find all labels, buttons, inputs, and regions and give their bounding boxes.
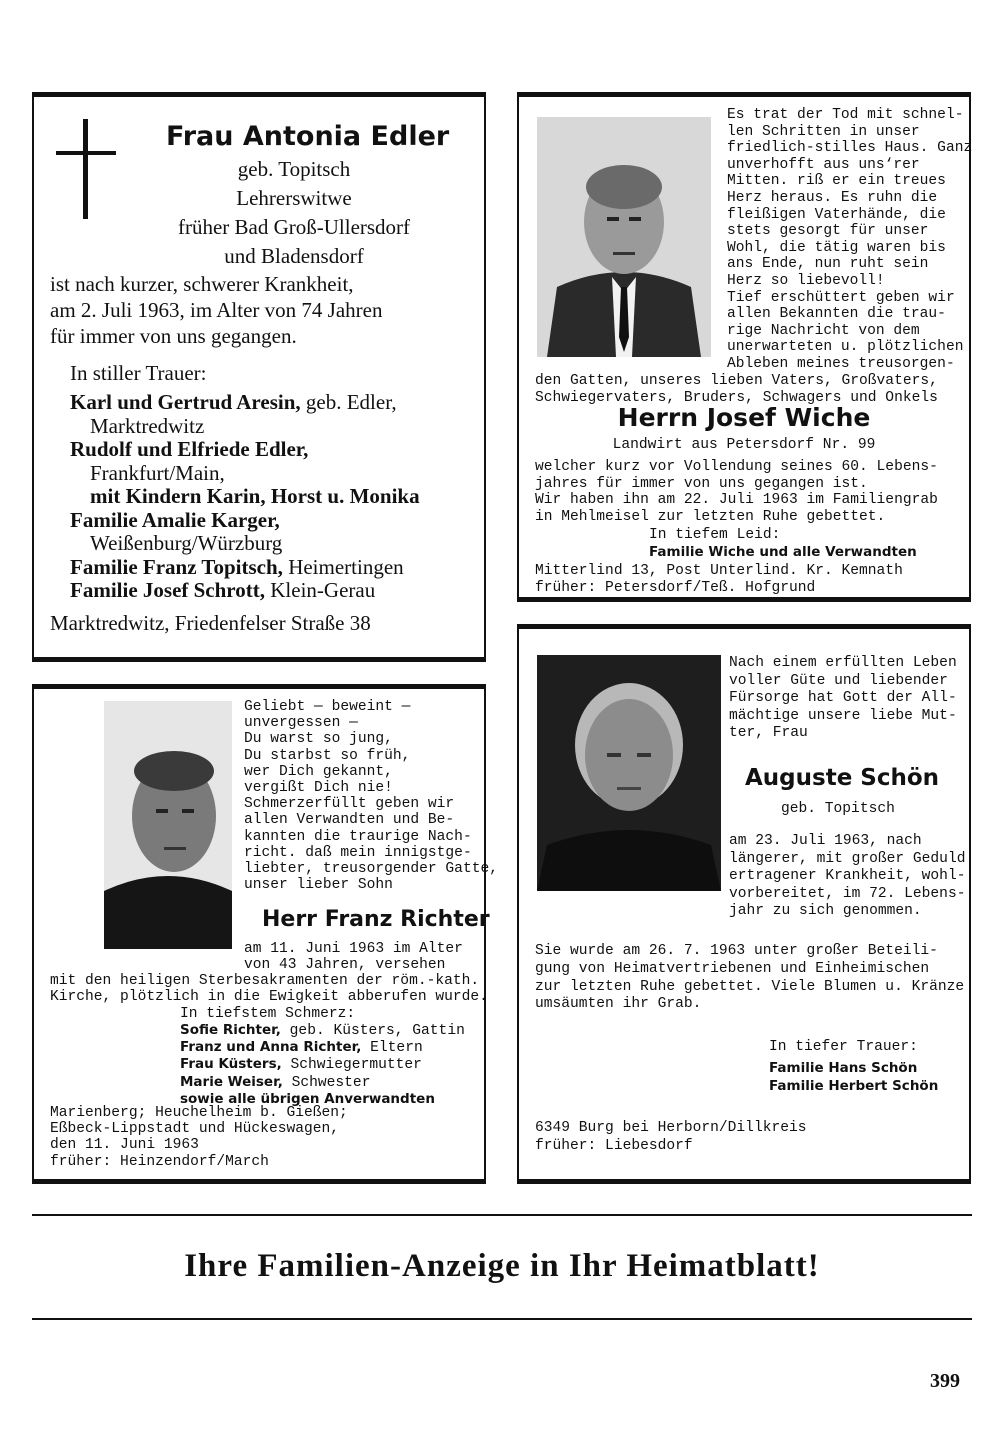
ad-antonia-edler [32,92,486,662]
notice-after: welcher kurz vor Vollendung seines 60. Lebens- jahres für immer von uns gegangen ist. Wir haben ihn am 22. Juli 1963 im Familiengrab in Mehlmeisel zur letzten Ruhe gebettet. [535,459,938,525]
notice-text-side: Es trat der Tod mit schnel- len Schritten in unser friedlich-stilles Haus. Ganz unverhofft aus uns‘rer Mitten. riß er ein treues Herz heraus. Es ruhn die fleißigen Vaterhände, die stets gesorgt für unser Wohl, die tätig waren bis ans Ende, nun ruht sein Herz so liebevoll! Tief erschüttert geben wir allen Bekannten die trau- rige Nachricht von dem unerwarteten u. plötzlichen Ableben meines treusorgen- [727,107,973,372]
mourning-intro: In tiefstem Schmerz: [180,1006,356,1022]
address: Marienberg; Heuchelheim b. Gießen; Eßbeck-Lippstadt und Hückeswagen, den 11. Juni 1963 früher: Heinzendorf/March [50,1105,348,1170]
divider-bottom [32,1318,972,1320]
deceased-details: geb. Topitsch Lehrerswitwe früher Bad Groß-Ullersdorf und Bladensdorf [177,157,411,268]
portrait-photo [537,655,721,891]
address: Mitterlind 13, Post Unterlind. Kr. Kemnath früher: Petersdorf/Teß. Hofgrund [535,563,903,596]
deceased-name: Herr Franz Richter [262,907,490,932]
portrait-photo [537,117,711,357]
notice-text-full: den Gatten, unseres lieben Vaters, Großvaters, Schwiegervaters, Bruders, Schwagers und Onkels [535,373,938,406]
birth-name: geb. Topitsch [781,801,895,817]
divider-top [32,1214,972,1216]
address: 6349 Burg bei Herborn/Dillkreis früher: Liebesdorf [535,1120,807,1154]
address: Marktredwitz, Friedenfelser Straße 38 [50,611,371,635]
notice-text-side: Nach einem erfüllten Leben voller Güte und liebender Fürsorge hat Gott der All- mächtige unsere liebe Mut- ter, Frau [729,655,957,741]
mourning-intro: In tiefer Trauer: [769,1039,918,1055]
deceased-name: Auguste Schön [745,765,940,791]
family-signature: Familie Wiche und alle Verwandten [649,544,917,560]
page-number: 399 [930,1370,960,1392]
slogan: Ihre Familien-Anzeige in Ihr Heimatblatt! [184,1248,820,1284]
occupation: Landwirt aus Petersdorf Nr. 99 [612,437,876,453]
mourners-list: Sofie Richter, geb. Küsters, Gattin Franz und Anna Richter, Eltern Frau Küsters, Schwiegermutter Marie Weiser, Schwester sowie alle übrigen Anverwandten [180,1022,465,1107]
ad-auguste-schoen [517,624,971,1184]
ad-josef-wiche [517,92,971,602]
ad-franz-richter [32,684,498,1184]
deceased-name: Frau Antonia Edler [166,121,450,152]
notice-text-full: Sie wurde am 26. 7. 1963 unter großer Beteili- gung von Heimatvertriebenen und Einheimischen zur letzten Ruhe gebettet. Viele Blumen u. Kränze umsäumten ihr Grab. [535,943,965,1013]
mourning-intro: In tiefem Leid: [649,527,781,543]
family-signature: Familie Hans Schön Familie Herbert Schön [769,1060,939,1094]
mourners-list: Karl und Gertrud Aresin, geb. Edler, Marktredwitz Rudolf und Elfriede Edler, Frankfurt/Main, mit Kindern Karin, Horst u. Monika Familie Amalie Karger, Weißenburg/Würzburg Familie Franz Topitsch, Heimertingen Familie Josef Schrott, Klein-Gerau [70,390,420,602]
notice-text-side: Geliebt — beweint — unvergessen — Du warst so jung, Du starbst so früh, wer Dich gekannt, vergißt Dich nie! Schmerzerfüllt geben wir allen Verwandten und Be- kannten die traurige Nach- richt. daß mein innigstge- liebter, treusorgender Gatte, unser lieber Sohn [244,699,498,894]
notice-body: ist nach kurzer, schwerer Krankheit, am 2. Juli 1963, im Alter von 74 Jahren für immer von uns gegangen. [50,272,383,348]
portrait-photo [104,701,232,949]
mourning-intro: In stiller Trauer: [70,361,207,385]
notice-after-side: am 23. Juli 1963, nach längerer, mit großer Geduld ertragener Krankheit, wohl- vorbereitet, im 72. Lebens- jahr zu sich genommen. [729,833,966,919]
notice-text-full: mit den heiligen Sterbesakramenten der röm.-kath. Kirche, plötzlich in die Ewigkeit abberufen wurde. [50,973,488,1006]
notice-after-side: am 11. Juni 1963 im Alter von 43 Jahren, versehen [244,941,463,974]
cross-icon [56,119,116,219]
deceased-name: Herrn Josef Wiche [617,403,871,432]
